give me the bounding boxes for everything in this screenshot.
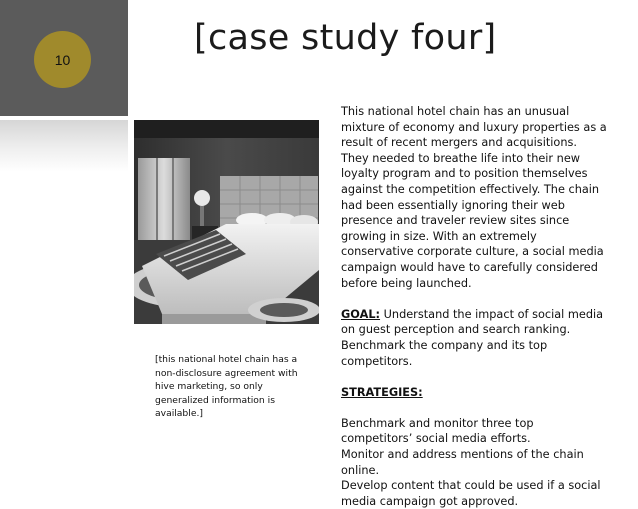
lamp <box>194 190 210 206</box>
ceiling <box>134 120 319 138</box>
spacer <box>341 291 607 307</box>
bed-side <box>162 314 266 324</box>
intro-paragraph: This national hotel chain has an unusual mixture of economy and luxury properties as a result of recent mergers and acquisitions. They needed to breathe life into their new loyalty program and to position themselves against the competition effectively. The chain had been essentially ignoring their web presence and traveler review sites since growing in size. With an extremely conservative corporate culture, a social media campaign would have to carefully considered before being launched. <box>341 105 607 290</box>
slide-title: [case study four] <box>194 18 497 58</box>
hotel-bedroom-illustration <box>134 120 319 324</box>
slide-number-badge <box>34 31 91 88</box>
curtain-fold <box>172 158 174 254</box>
ottoman-top <box>260 303 308 317</box>
case-study-body <box>341 104 607 509</box>
curtain-fold <box>156 158 158 254</box>
goal-paragraph <box>341 307 607 369</box>
slide-number: 10 <box>54 51 71 68</box>
spacer <box>341 369 607 385</box>
strategy-item: Develop content that could be used if a social media campaign got approved. <box>341 479 601 508</box>
lamp-stand <box>200 206 204 226</box>
hotel-room-photo <box>134 120 319 324</box>
goal-label: GOAL: <box>341 307 381 321</box>
corner-gradient <box>0 120 128 172</box>
nda-caption: [this national hotel chain has a non-disclosure agreement with hive marketing, so only generalized information is available.] <box>155 354 298 420</box>
window-curtain <box>138 158 190 254</box>
goal-text: Understand the impact of social media on guest perception and search ranking. Benchmark the company and its top competitors. <box>341 307 604 368</box>
strategies-label: STRATEGIES: <box>341 385 423 399</box>
spacer <box>341 400 607 416</box>
strategy-item: Benchmark and monitor three top competitors’ social media efforts. <box>341 416 534 446</box>
strategy-item: Monitor and address mentions of the chain online. <box>341 448 584 477</box>
